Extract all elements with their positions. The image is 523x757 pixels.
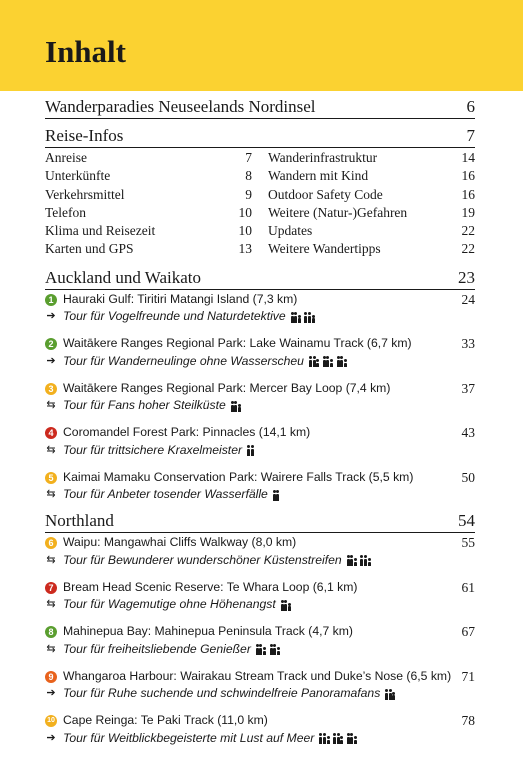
tour-title-wrap: [45, 424, 310, 442]
entry-page: 16: [461, 186, 475, 202]
tour-subtitle: Tour für trittsichere Kraxelmeister: [63, 442, 243, 457]
family-icon: [347, 555, 358, 566]
tour-subtitle: Tour für Ruhe suchende und schwindelfreie Panoramafans: [63, 686, 381, 701]
tour-subtitle: Tour für Bewunderer wunderschöner Küstenstreifen: [63, 552, 342, 567]
tour-subtitle: Tour für Anbeter tosender Wasserfälle: [63, 487, 268, 502]
section-page: 23: [458, 267, 475, 287]
person-icon: [238, 404, 241, 412]
person-icon: [273, 644, 276, 655]
section-title: Auckland und Waikato: [45, 267, 202, 287]
tour-subtitle-line: [45, 685, 475, 703]
person-icon: [316, 359, 319, 367]
tour-subtitle: Tour für Wanderneulinge ohne Wasserscheu: [63, 353, 304, 368]
loop-arrows-icon: ⇆: [46, 399, 56, 412]
family-icon: [385, 689, 396, 700]
person-icon: [327, 736, 330, 744]
person-icon: [288, 603, 291, 611]
section-page: 7: [466, 126, 475, 145]
person-icon: [277, 647, 280, 655]
tour-number-badge: 2: [45, 338, 57, 350]
person-icon: [368, 558, 371, 566]
section-page: 6: [466, 97, 475, 116]
arrow-right-icon: ➔: [46, 354, 56, 367]
tour-page: 33: [461, 336, 475, 352]
tour-subtitle: Tour für Wagemutige ohne Höhenangst: [63, 597, 276, 612]
section-title: Reise-Infos: [45, 126, 124, 145]
toc-entry[interactable]: [268, 204, 475, 222]
person-icon: [364, 555, 367, 566]
person-icon: [263, 647, 266, 655]
arrow-right-icon: ➔: [46, 687, 56, 700]
person-icon: [291, 312, 294, 323]
tour-title-wrap: [45, 712, 268, 730]
family-icon: [291, 312, 302, 323]
entry-page: 19: [461, 204, 475, 220]
tour-title: Waipu: Mangawhai Cliffs Walkway (8,0 km): [63, 535, 297, 550]
person-icon: [256, 644, 259, 655]
entry-label: Weitere Wandertipps: [268, 241, 381, 257]
header-band: [0, 0, 523, 91]
tour-title-line: [45, 469, 475, 487]
tour-list-auckland: [45, 291, 475, 504]
person-icon: [323, 733, 326, 744]
entry-page: 16: [461, 168, 475, 184]
person-icon: [323, 356, 326, 367]
entry-label: Outdoor Safety Code: [268, 186, 383, 202]
person-icon: [340, 356, 343, 367]
person-icon: [354, 558, 357, 566]
info-list-right: [268, 149, 475, 259]
loop-arrows-icon: ⇆: [46, 488, 56, 501]
entry-page: 10: [238, 223, 252, 239]
tour-page: 55: [461, 535, 475, 551]
tour-entry[interactable]: [45, 469, 475, 504]
entry-page: 8: [245, 168, 252, 184]
person-icon: [337, 356, 340, 367]
tour-title: Waitākere Ranges Regional Park: Mercer Bay Loop (7,4 km): [63, 380, 391, 395]
tour-subtitle-line: [45, 596, 475, 614]
person-icon: [350, 733, 353, 744]
tour-page: 50: [461, 469, 475, 485]
tour-number-badge: 1: [45, 294, 57, 306]
loop-arrows-icon: ⇆: [46, 642, 56, 655]
person-icon: [276, 490, 279, 501]
tour-number-badge: 4: [45, 427, 57, 439]
tour-title-line: [45, 623, 475, 641]
tour-page: 78: [461, 713, 475, 729]
person-icon: [251, 445, 254, 456]
entry-label: Verkehrsmittel: [45, 186, 125, 202]
toc-entry[interactable]: [268, 240, 475, 258]
person-icon: [347, 555, 350, 566]
person-icon: [344, 359, 347, 367]
tour-title: Kaimai Mamaku Conservation Park: Wairere Falls Track (5,5 km): [63, 469, 414, 484]
tour-entry[interactable]: [45, 668, 475, 703]
tour-title-wrap: [45, 469, 413, 487]
person-icon: [281, 600, 284, 611]
tour-number-badge: 9: [45, 671, 57, 683]
person-icon: [360, 555, 363, 566]
tour-title-wrap: [45, 534, 296, 552]
tour-title-line: [45, 291, 475, 309]
toc-entry[interactable]: [268, 149, 475, 167]
person-icon: [294, 312, 297, 323]
entry-label: Unterkünfte: [45, 168, 111, 184]
tour-title-line: [45, 534, 475, 552]
tour-title-wrap: [45, 291, 297, 309]
toc: [45, 96, 475, 757]
tour-page: 43: [461, 425, 475, 441]
person-icon: [340, 736, 343, 744]
person-icon: [319, 733, 322, 744]
loop-arrows-icon: ⇆: [46, 598, 56, 611]
tour-title: Mahinepua Bay: Mahinepua Peninsula Track (4,7 km): [63, 624, 353, 639]
section-title: Wanderparadies Neuseelands Nordinsel: [45, 97, 316, 116]
info-list: [45, 149, 475, 259]
tour-subtitle-line: [45, 486, 475, 504]
page-title: Inhalt: [45, 34, 126, 69]
person-icon: [354, 736, 357, 744]
person-icon: [385, 689, 388, 700]
family-icon: [247, 445, 254, 456]
family-icon: [273, 490, 280, 501]
toc-section-infos[interactable]: [45, 125, 475, 148]
tour-number-badge: 3: [45, 383, 57, 395]
entry-label: Telefon: [45, 204, 87, 220]
family-icon: [323, 356, 334, 367]
tour-title-wrap: [45, 579, 357, 597]
tour-number-badge: 10: [45, 715, 57, 727]
tour-entry[interactable]: [45, 335, 475, 370]
entry-page: 9: [245, 186, 252, 202]
entry-label: Weitere (Natur-)Gefahren: [268, 204, 408, 220]
tour-subtitle-line: [45, 730, 475, 748]
arrow-right-icon: ➔: [46, 731, 56, 744]
person-icon: [333, 733, 336, 744]
tour-title: Bream Head Scenic Reserve: Te Whara Loop (6,1 km): [63, 579, 358, 594]
person-icon: [284, 600, 287, 611]
tour-title-line: [45, 424, 475, 442]
tour-subtitle-line: [45, 641, 475, 659]
entry-label: Wanderinfrastruktur: [268, 150, 378, 165]
toc-entry[interactable]: [268, 186, 475, 204]
tour-title: Waitākere Ranges Regional Park: Lake Wainamu Track (6,7 km): [63, 336, 412, 351]
entry-label: Updates: [268, 223, 313, 239]
tour-subtitle: Tour für freiheitsliebende Genießer: [63, 641, 251, 656]
person-icon: [347, 733, 350, 744]
tour-list-northland: [45, 534, 475, 747]
tour-title: Whangaroa Harbour: Wairakau Stream Track und Duke’s Nose (6,5 km): [63, 668, 452, 683]
family-icon: [360, 555, 371, 566]
tour-subtitle-line: [45, 353, 475, 371]
tour-subtitle: Tour für Weitblickbegeisterte mit Lust auf Meer: [63, 730, 315, 745]
family-icon: [304, 312, 315, 323]
person-icon: [350, 555, 353, 566]
family-icon: [270, 644, 281, 655]
tour-entry[interactable]: [45, 424, 475, 459]
person-icon: [330, 359, 333, 367]
toc-entry[interactable]: [45, 186, 252, 204]
person-icon: [313, 356, 316, 367]
tour-page: 24: [461, 291, 475, 307]
tour-title: Coromandel Forest Park: Pinnacles (14,1 km): [63, 425, 311, 440]
entry-page: 22: [461, 241, 475, 257]
tour-number-badge: 8: [45, 626, 57, 638]
person-icon: [259, 644, 262, 655]
tour-subtitle-line: [45, 397, 475, 415]
person-icon: [273, 490, 276, 501]
entry-page: 7: [245, 150, 252, 165]
tour-entry[interactable]: [45, 534, 475, 569]
person-icon: [392, 692, 395, 700]
entry-label: Anreise: [45, 150, 87, 165]
tour-entry[interactable]: [45, 712, 475, 747]
tour-subtitle-line: [45, 552, 475, 570]
tour-entry[interactable]: [45, 380, 475, 415]
person-icon: [337, 733, 340, 744]
tour-entry[interactable]: [45, 579, 475, 614]
person-icon: [304, 312, 307, 323]
tour-number-badge: 7: [45, 582, 57, 594]
tour-title-wrap: [45, 380, 390, 398]
tour-title-wrap: [45, 335, 412, 353]
tour-entry[interactable]: [45, 623, 475, 658]
toc-entry[interactable]: [45, 167, 252, 185]
family-icon: [309, 356, 320, 367]
tour-title: Hauraki Gulf: Tiritiri Matangi Island (7,3 km): [63, 291, 298, 306]
tour-number-badge: 5: [45, 472, 57, 484]
entry-page: 14: [461, 150, 475, 165]
section-title: Northland: [45, 511, 114, 531]
tour-page: 71: [461, 668, 475, 684]
entry-label: Karten und GPS: [45, 241, 134, 257]
person-icon: [298, 315, 301, 323]
tour-subtitle-line: [45, 308, 475, 326]
toc-entry[interactable]: [45, 204, 252, 222]
toc-entry[interactable]: [45, 222, 252, 240]
toc-entry[interactable]: [45, 149, 252, 167]
tour-page: 37: [461, 380, 475, 396]
arrow-right-icon: ➔: [46, 310, 56, 323]
tour-subtitle-line: [45, 442, 475, 460]
loop-arrows-icon: ⇆: [46, 443, 56, 456]
toc-entry[interactable]: [268, 222, 475, 240]
entry-label: Klima und Reisezeit: [45, 223, 156, 239]
tour-title-line: [45, 712, 475, 730]
family-icon: [337, 356, 348, 367]
tour-title-line: [45, 335, 475, 353]
family-icon: [347, 733, 358, 744]
tour-page: 67: [461, 624, 475, 640]
person-icon: [231, 401, 234, 412]
info-list-left: [45, 149, 252, 259]
person-icon: [309, 356, 312, 367]
tour-title-line: [45, 668, 475, 686]
entry-label: Wandern mit Kind: [268, 168, 369, 184]
tour-subtitle: Tour für Fans hoher Steilküste: [63, 398, 226, 413]
toc-section-northland[interactable]: [45, 510, 475, 533]
family-icon: [231, 401, 242, 412]
person-icon: [270, 644, 273, 655]
family-icon: [333, 733, 344, 744]
family-icon: [256, 644, 267, 655]
person-icon: [312, 315, 315, 323]
tour-page: 61: [461, 579, 475, 595]
family-icon: [319, 733, 330, 744]
person-icon: [247, 445, 250, 456]
person-icon: [308, 312, 311, 323]
entry-page: 22: [461, 223, 475, 239]
toc-entry[interactable]: [45, 240, 252, 258]
toc-section-intro[interactable]: [45, 96, 475, 119]
tour-title-wrap: [45, 668, 451, 686]
entry-page: 10: [238, 204, 252, 220]
person-icon: [234, 401, 237, 412]
loop-arrows-icon: ⇆: [46, 553, 56, 566]
person-icon: [389, 689, 392, 700]
toc-entry[interactable]: [268, 167, 475, 185]
person-icon: [326, 356, 329, 367]
tour-title-line: [45, 380, 475, 398]
tour-title: Cape Reinga: Te Paki Track (11,0 km): [63, 713, 268, 728]
tour-title-wrap: [45, 623, 353, 641]
tour-number-badge: 6: [45, 537, 57, 549]
tour-subtitle: Tour für Vogelfreunde und Naturdetektive: [63, 309, 286, 324]
tour-title-line: [45, 579, 475, 597]
tour-entry[interactable]: [45, 291, 475, 326]
family-icon: [281, 600, 292, 611]
section-page: 54: [458, 511, 475, 531]
toc-section-auckland[interactable]: [45, 267, 475, 290]
entry-page: 13: [238, 241, 252, 257]
